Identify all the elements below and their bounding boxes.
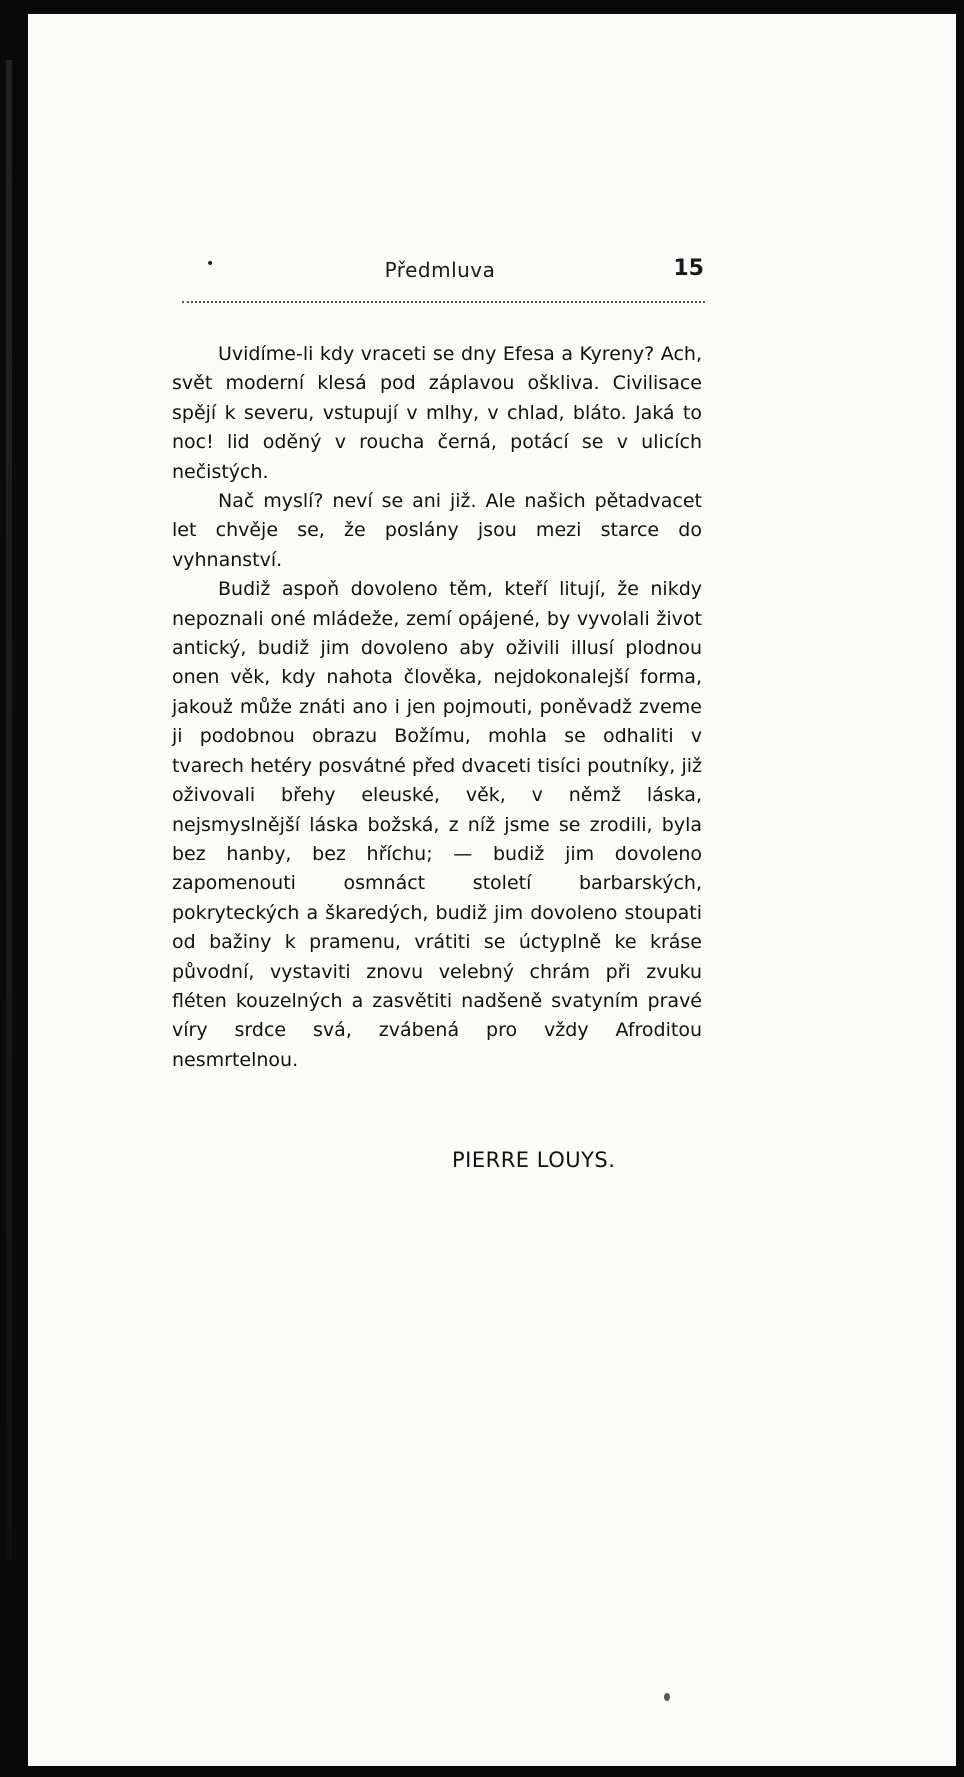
chapter-title: Předmluva: [384, 258, 496, 282]
preface-body: [172, 340, 702, 1075]
paragraph: Budiž aspoň dovoleno těm, kteří litují, že nikdy nepoznali oné mládeže, zemí opájené, by vyvolali život antický, budiž jim dovoleno aby oživili illusí plodnou onen věk, kdy nahota člověka, nejdokonalejší forma, jakouž může znáti ano i jen pojmouti, poněvadž zveme ji podobnou obrazu Božímu, mohla se odhaliti v tvarech hetéry posvátné před dvaceti tisíci poutníky, již oživovali břehy eleuské, věk, v němž láska, nejsmyslnější láska božská, z níž jsme se zrodili, byla bez hanby, bez hříchu; — budiž jim dovoleno zapomenouti osmnáct století barbarských, pokryteckých a škaredých, budiž jim dovoleno stoupati od bažiny k pramenu, vrátiti se úctyplně ke kráse původní, vystaviti znovu velebný chrám při zvuku fléten kouzelných a zasvětiti nadšeně svatyním pravé víry srdce svá, zvábená pro vždy Afroditou nesmrtelnou.: [172, 578, 702, 1071]
header-rule: [182, 301, 705, 303]
paragraph: Nač myslí? neví se ani již. Ale našich pětadvacet let chvěje se, že poslány jsou mezi starce do vyhnanství.: [172, 490, 702, 571]
running-header: [170, 256, 710, 290]
paragraph: Uvidíme-li kdy vraceti se dny Efesa a Kyreny? Ach, svět moderní klesá pod záplavou ošklivа. Civilisace spějí k severu, vstupují v mlhy, v chlad, bláto. Jaká to noc! lid oděný v roucha černá, potácí se v ulicích nečistých.: [172, 343, 702, 483]
binding-edge: [6, 60, 12, 1560]
page-number: 15: [673, 256, 704, 281]
paper-speck: [664, 1693, 670, 1701]
author-signature: PIERRE LOUYS.: [452, 1148, 616, 1172]
header-bullet: •: [206, 256, 215, 272]
